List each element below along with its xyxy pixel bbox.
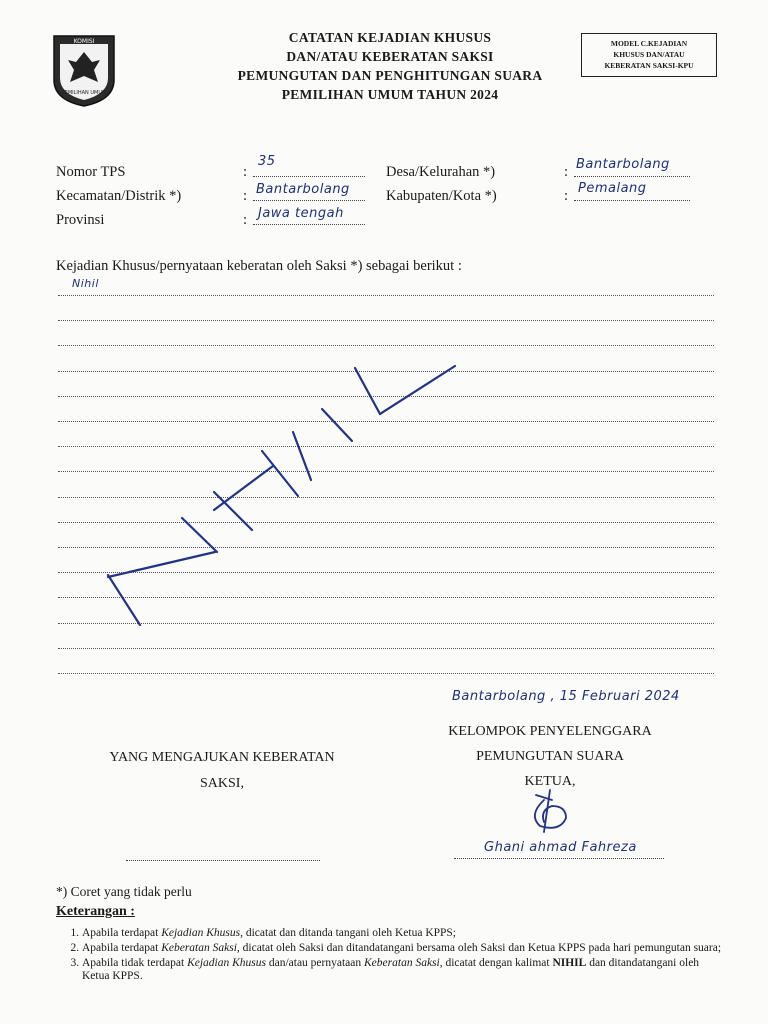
statement-line xyxy=(58,345,714,346)
statement-line xyxy=(58,471,714,472)
saksi-line-1: YANG MENGAJUKAN KEBERATAN xyxy=(109,750,335,765)
logo-text-top: KOMISI xyxy=(73,38,95,45)
stroke-n1 xyxy=(322,409,352,441)
statement-line xyxy=(58,320,714,321)
ketua-sign-line xyxy=(454,858,664,859)
kecamatan-value[interactable]: Bantarbolang xyxy=(256,182,350,197)
statement-line xyxy=(58,295,714,296)
statement-line xyxy=(58,421,714,422)
kejadian-prompt: Kejadian Khusus/pernyataan keberatan oleh Saksi *) sebagai berikut : xyxy=(56,258,462,274)
provinsi-value[interactable]: Jawa tengah xyxy=(258,206,344,221)
statement-line xyxy=(58,623,714,624)
statement-line xyxy=(58,673,714,674)
desa-label: Desa/Kelurahan *) xyxy=(386,164,496,180)
nomor-tps-label: Nomor TPS xyxy=(56,164,126,180)
kpps-line-2: PEMUNGUTAN SUARA xyxy=(476,749,624,764)
statement-line xyxy=(58,497,714,498)
statement-line xyxy=(58,522,714,523)
stroke-h1 xyxy=(214,492,252,530)
keterangan-item-1: 1. Apabila terdapat Kejadian Khusus, dicatat dan ditanda tangani oleh Ketua KPPS; xyxy=(82,927,724,940)
footnote: *) Coret yang tidak perlu xyxy=(56,884,192,899)
provinsi-colon: : xyxy=(243,212,248,228)
kpu-logo xyxy=(48,30,120,108)
model-line-2: KHUSUS DAN/ATAU xyxy=(613,50,685,59)
stroke-h-bar xyxy=(214,466,273,510)
provinsi-label: Provinsi xyxy=(56,212,105,228)
model-box xyxy=(581,33,717,77)
stroke-h2 xyxy=(262,451,298,496)
stroke-n2 xyxy=(355,368,380,414)
title-line-1: CATATAN KEJADIAN KHUSUS xyxy=(288,30,492,45)
nomor-tps-colon: : xyxy=(243,164,248,180)
statement-line xyxy=(58,597,714,598)
stroke-l-vertical xyxy=(108,575,140,625)
keterangan-item-3: 3. Apabila tidak terdapat Kejadian Khusus dan/atau pernyataan Keberatan Saksi, dicatat dengan kalimat NIHIL dan ditandatangani oleh Ketua KPPS. xyxy=(82,957,724,983)
desa-line xyxy=(574,176,690,177)
statement-line xyxy=(58,547,714,548)
statement-line xyxy=(58,648,714,649)
saksi-sign-line xyxy=(126,860,320,861)
nihil-handwritten-note[interactable]: Nihil xyxy=(72,277,99,290)
document-title xyxy=(200,28,580,104)
kpps-line-1: KELOMPOK PENYELENGGARA xyxy=(448,724,652,739)
statement-line xyxy=(58,396,714,397)
kabupaten-line xyxy=(574,200,690,201)
stroke-l-base xyxy=(108,552,215,577)
kpps-signature-block xyxy=(420,719,680,794)
nomor-tps-value[interactable]: 35 xyxy=(258,154,276,169)
kecamatan-colon: : xyxy=(243,188,248,204)
logo-text-bottom: PEMILIHAN UMUM xyxy=(61,90,107,96)
statement-line xyxy=(58,572,714,573)
provinsi-line xyxy=(253,224,365,225)
stroke-i2 xyxy=(293,432,311,480)
model-line-1: MODEL C.KEJADIAN xyxy=(610,39,688,48)
saksi-line-2: SAKSI, xyxy=(200,776,244,791)
stroke-n3 xyxy=(380,366,455,414)
kabupaten-colon: : xyxy=(564,188,569,204)
statement-line xyxy=(58,446,714,447)
desa-value[interactable]: Bantarbolang xyxy=(576,157,670,172)
title-line-3: PEMUNGUTAN DAN PENGHITUNGAN SUARA xyxy=(237,68,543,83)
kpps-line-3: KETUA, xyxy=(524,774,576,789)
desa-colon: : xyxy=(564,164,569,180)
kabupaten-value[interactable]: Pemalang xyxy=(578,181,647,196)
ketua-name[interactable]: Ghani ahmad Fahreza xyxy=(484,840,637,855)
title-line-2: DAN/ATAU KEBERATAN SAKSI xyxy=(286,49,494,64)
kecamatan-label: Kecamatan/Distrik *) xyxy=(56,188,182,204)
place-date[interactable]: Bantarbolang , 15 Februari 2024 xyxy=(452,689,680,704)
statement-line xyxy=(58,371,714,372)
nomor-tps-line xyxy=(253,176,365,177)
kabupaten-label: Kabupaten/Kota *) xyxy=(386,188,497,204)
kecamatan-line xyxy=(253,200,365,201)
keterangan-item-2: 2. Apabila terdapat Keberatan Saksi, dicatat oleh Saksi dan ditandatangani bersama oleh Saksi dan Ketua KPPS pada hari pemungutan suara; xyxy=(82,942,724,955)
keterangan-title: Keterangan : xyxy=(56,904,135,919)
model-line-3: KEBERATAN SAKSI-KPU xyxy=(604,61,694,70)
keterangan-list xyxy=(54,925,724,985)
saksi-signature-block xyxy=(86,745,358,797)
title-line-4: PEMILIHAN UMUM TAHUN 2024 xyxy=(281,87,499,102)
